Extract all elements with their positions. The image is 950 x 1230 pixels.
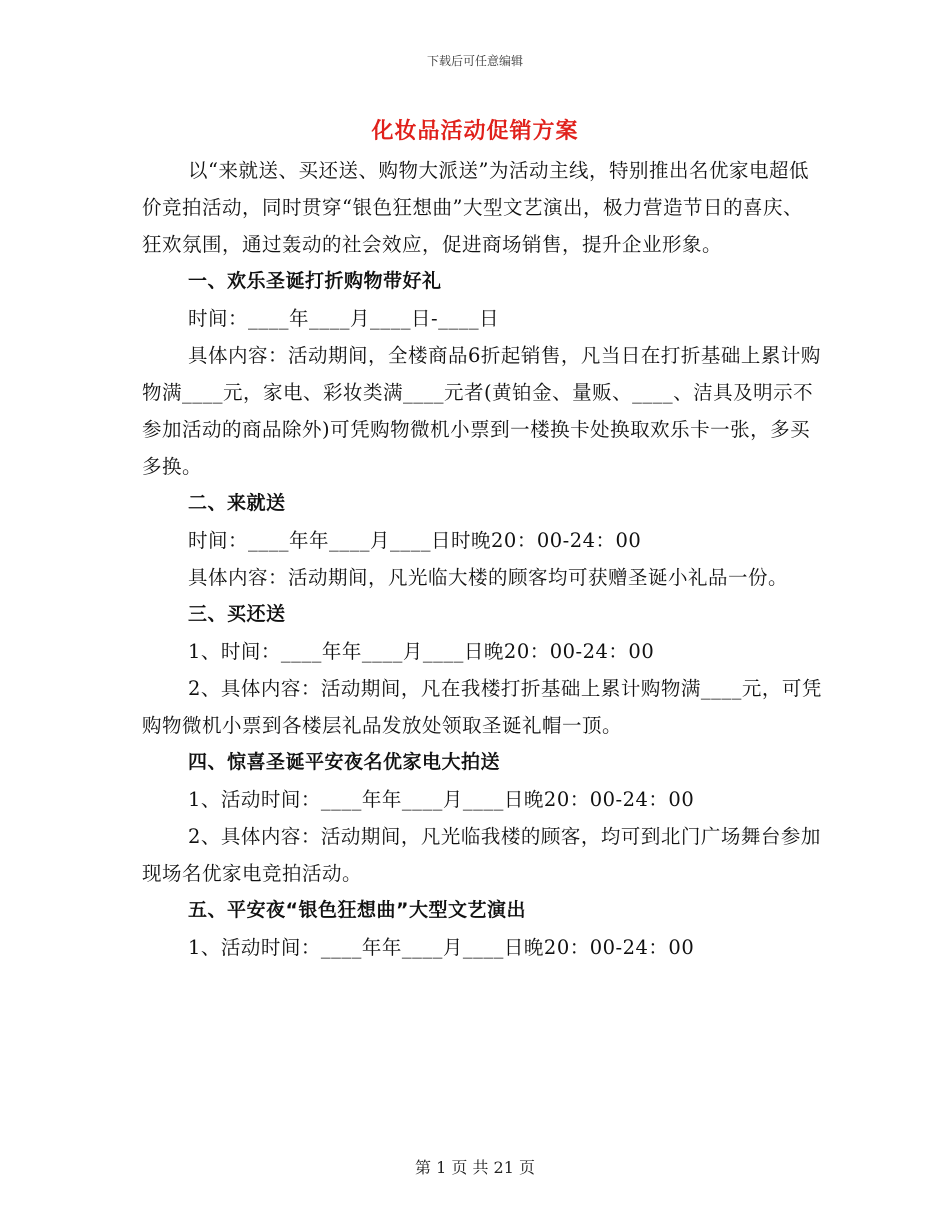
section1-time: 时间：____年____月____日-____日 [188,307,500,330]
section-heading-4: 四、惊喜圣诞平安夜名优家电大拍送 [188,751,501,773]
section2-time: 时间：____年年____月____日时晚20：00-24：00 [188,529,642,552]
section4-content: 2、具体内容：活动期间，凡光临我楼的顾客，均可到北门广场舞台参加现场名优家电竞拍活动。 [142,825,821,885]
page-header: 下载后可任意编辑 [426,54,523,68]
section5-time: 1、活动时间：____年年____月____日晚20：00-24：00 [188,936,695,959]
section3-content: 2、具体内容：活动期间，凡在我楼打折基础上累计购物满____元，可凭购物微机小票到各楼层礼品发放处领取圣诞礼帽一顶。 [142,677,822,737]
section-heading-5: 五、平安夜“银色狂想曲”大型文艺演出 [188,899,526,921]
section-heading-3: 三、买还送 [188,603,286,625]
section4-time: 1、活动时间：____年年____月____日晚20：00-24：00 [188,788,695,811]
section1-content: 具体内容：活动期间，全楼商品6折起销售，凡当日在打折基础上累计购物满____元，家电、彩妆类满____元者(黄铂金、量贩、____、洁具及明示不参加活动的商品除外)可凭购物微机小票到一楼换卡处换取欢乐卡一张，多买多换。 [142,344,821,478]
page-footer: 第 1 页 共 21 页 [415,1158,535,1177]
intro-paragraph: 以“来就送、买还送、购物大派送”为活动主线，特别推出名优家电超低价竞拍活动，同时贯穿“银色狂想曲”大型文艺演出，极力营造节日的喜庆、狂欢氛围，通过轰动的社会效应，促进商场销售，提升企业形象。 [142,159,809,256]
section-heading-2: 二、来就送 [188,492,286,514]
section2-content: 具体内容：活动期间，凡光临大楼的顾客均可获赠圣诞小礼品一份。 [188,566,789,589]
document-title: 化妆品活动促销方案 [371,119,579,144]
document-body [142,152,822,966]
section-heading-1: 一、欢乐圣诞打折购物带好礼 [188,270,442,292]
section3-time: 1、时间：____年年____月____日晚20：00-24：00 [188,640,655,663]
